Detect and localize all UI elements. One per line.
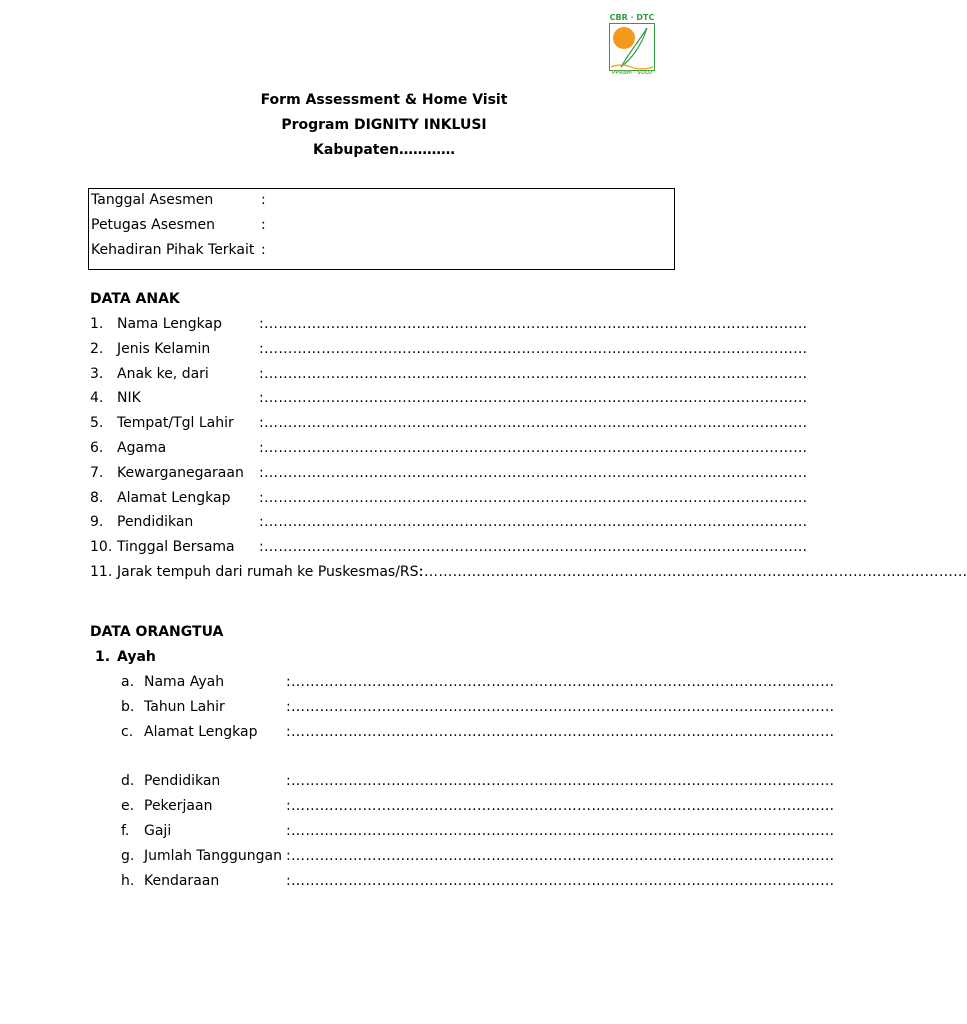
data-anak-item-number: 2. (90, 340, 104, 357)
data-anak-fill-line[interactable]: :…………………………………………………………………………………………………… (259, 440, 808, 456)
ayah-item-label: Kendaraan (144, 873, 220, 889)
info-label: Tanggal Asesmen (91, 192, 214, 208)
logo-bottom-text: PPRBM · SOLO (611, 70, 653, 76)
data-anak-item-label: Pendidikan (117, 514, 194, 531)
ayah-item-letter: g. (121, 848, 135, 864)
kabupaten-title: Kabupaten………… (313, 142, 455, 158)
ayah-item-label: Gaji (144, 823, 172, 839)
data-anak-item-label: NIK (117, 390, 141, 407)
data-anak-item-number: 10. (90, 539, 113, 556)
data-anak-fill-line[interactable]: :…………………………………………………………………………………………………… (259, 514, 808, 531)
section-title-data-orangtua: DATA ORANGTUA (90, 624, 224, 640)
info-separator: : (261, 192, 266, 208)
ayah-fill-line[interactable]: :…………………………………………………………………………………………………… (286, 873, 835, 889)
ayah-item-label: Pendidikan (144, 773, 221, 789)
assessment-info-box (88, 188, 675, 270)
ayah-fill-line[interactable]: :…………………………………………………………………………………………………… (286, 724, 835, 740)
data-anak-item-label: Anak ke, dari (117, 365, 209, 382)
data-anak-item-number: 3. (90, 365, 104, 382)
data-anak-item-number: 9. (90, 514, 104, 531)
data-anak-item-label: Kewarganegaraan (117, 464, 244, 481)
data-anak-fill-line[interactable]: :…………………………………………………………………………………………………… (259, 489, 808, 506)
ayah-item-label: Tahun Lahir (144, 699, 225, 715)
data-anak-item-number: 8. (90, 489, 104, 506)
organization-logo (604, 12, 660, 80)
ayah-number: 1. (95, 649, 111, 665)
ayah-fill-line[interactable]: :…………………………………………………………………………………………………… (286, 699, 835, 715)
logo-emblem-icon (609, 23, 655, 71)
data-anak-item-number: 7. (90, 464, 104, 481)
data-anak-item-number: 5. (90, 415, 104, 432)
info-label: Kehadiran Pihak Terkait (91, 242, 255, 258)
ayah-item-letter: c. (121, 724, 134, 740)
ayah-item-letter: h. (121, 873, 135, 889)
data-anak-item-label: Tempat/Tgl Lahir (117, 415, 234, 432)
ayah-item-label: Pekerjaan (144, 798, 213, 814)
info-separator: : (261, 242, 266, 258)
logo-top-text: CBR · DTC (609, 13, 655, 22)
ayah-item-letter: b. (121, 699, 135, 715)
ayah-fill-line[interactable]: :…………………………………………………………………………………………………… (286, 823, 835, 839)
data-anak-fill-line[interactable]: :…………………………………………………………………………………………………… (259, 390, 808, 407)
data-anak-fill-line[interactable]: :…………………………………………………………………………………………………… (259, 316, 808, 332)
data-anak-item-label: Jenis Kelamin (117, 340, 211, 357)
data-anak-fill-line[interactable]: :…………………………………………………………………………………………………… (259, 415, 808, 432)
info-separator: : (261, 217, 266, 233)
ayah-fill-line[interactable]: :…………………………………………………………………………………………………… (286, 848, 835, 864)
data-anak-item-label: Nama Lengkap (117, 316, 222, 332)
form-title: Form Assessment & Home Visit (260, 92, 508, 108)
program-title: Program DIGNITY INKLUSI (281, 117, 487, 133)
data-anak-item-number: 11. (90, 564, 113, 580)
ayah-item-letter: f. (121, 823, 130, 839)
ayah-fill-line[interactable]: :…………………………………………………………………………………………………… (286, 674, 835, 690)
ayah-item-label: Alamat Lengkap (144, 724, 258, 740)
info-label: Petugas Asesmen (91, 217, 216, 233)
data-anak-item-number: 1. (90, 316, 104, 332)
data-anak-fill-line[interactable]: :…………………………………………………………………………………………………… (259, 340, 808, 357)
ayah-fill-line[interactable]: :…………………………………………………………………………………………………… (286, 773, 835, 789)
data-anak-item-label: Agama (117, 440, 167, 456)
data-anak-fill-line[interactable]: :…………………………………………………………………………………………………… (259, 464, 808, 481)
ayah-item-label: Nama Ayah (144, 674, 225, 690)
data-anak-item-label: Alamat Lengkap (117, 489, 231, 506)
ayah-item-label: Jumlah Tanggungan (144, 848, 282, 864)
ayah-fill-line[interactable]: :…………………………………………………………………………………………………… (286, 798, 835, 814)
ayah-item-letter: d. (121, 773, 135, 789)
ayah-heading: Ayah (117, 649, 156, 665)
ayah-item-letter: a. (121, 674, 135, 690)
ayah-item-letter: e. (121, 798, 135, 814)
data-anak-fill-line[interactable]: :…………………………………………………………………………………………………… (259, 365, 808, 382)
data-anak-item-number: 4. (90, 390, 104, 407)
data-anak-fill-line[interactable]: :…………………………………………………………………………………………………… (259, 539, 808, 556)
data-anak-fill-line[interactable]: :…………………………………………………………………………………………………… (419, 564, 967, 580)
data-anak-item-label: Jarak tempuh dari rumah ke Puskesmas/RS: (117, 564, 424, 580)
data-anak-item-number: 6. (90, 440, 104, 456)
section-title-data-anak: DATA ANAK (90, 291, 180, 307)
data-anak-item-label: Tinggal Bersama (117, 539, 235, 556)
